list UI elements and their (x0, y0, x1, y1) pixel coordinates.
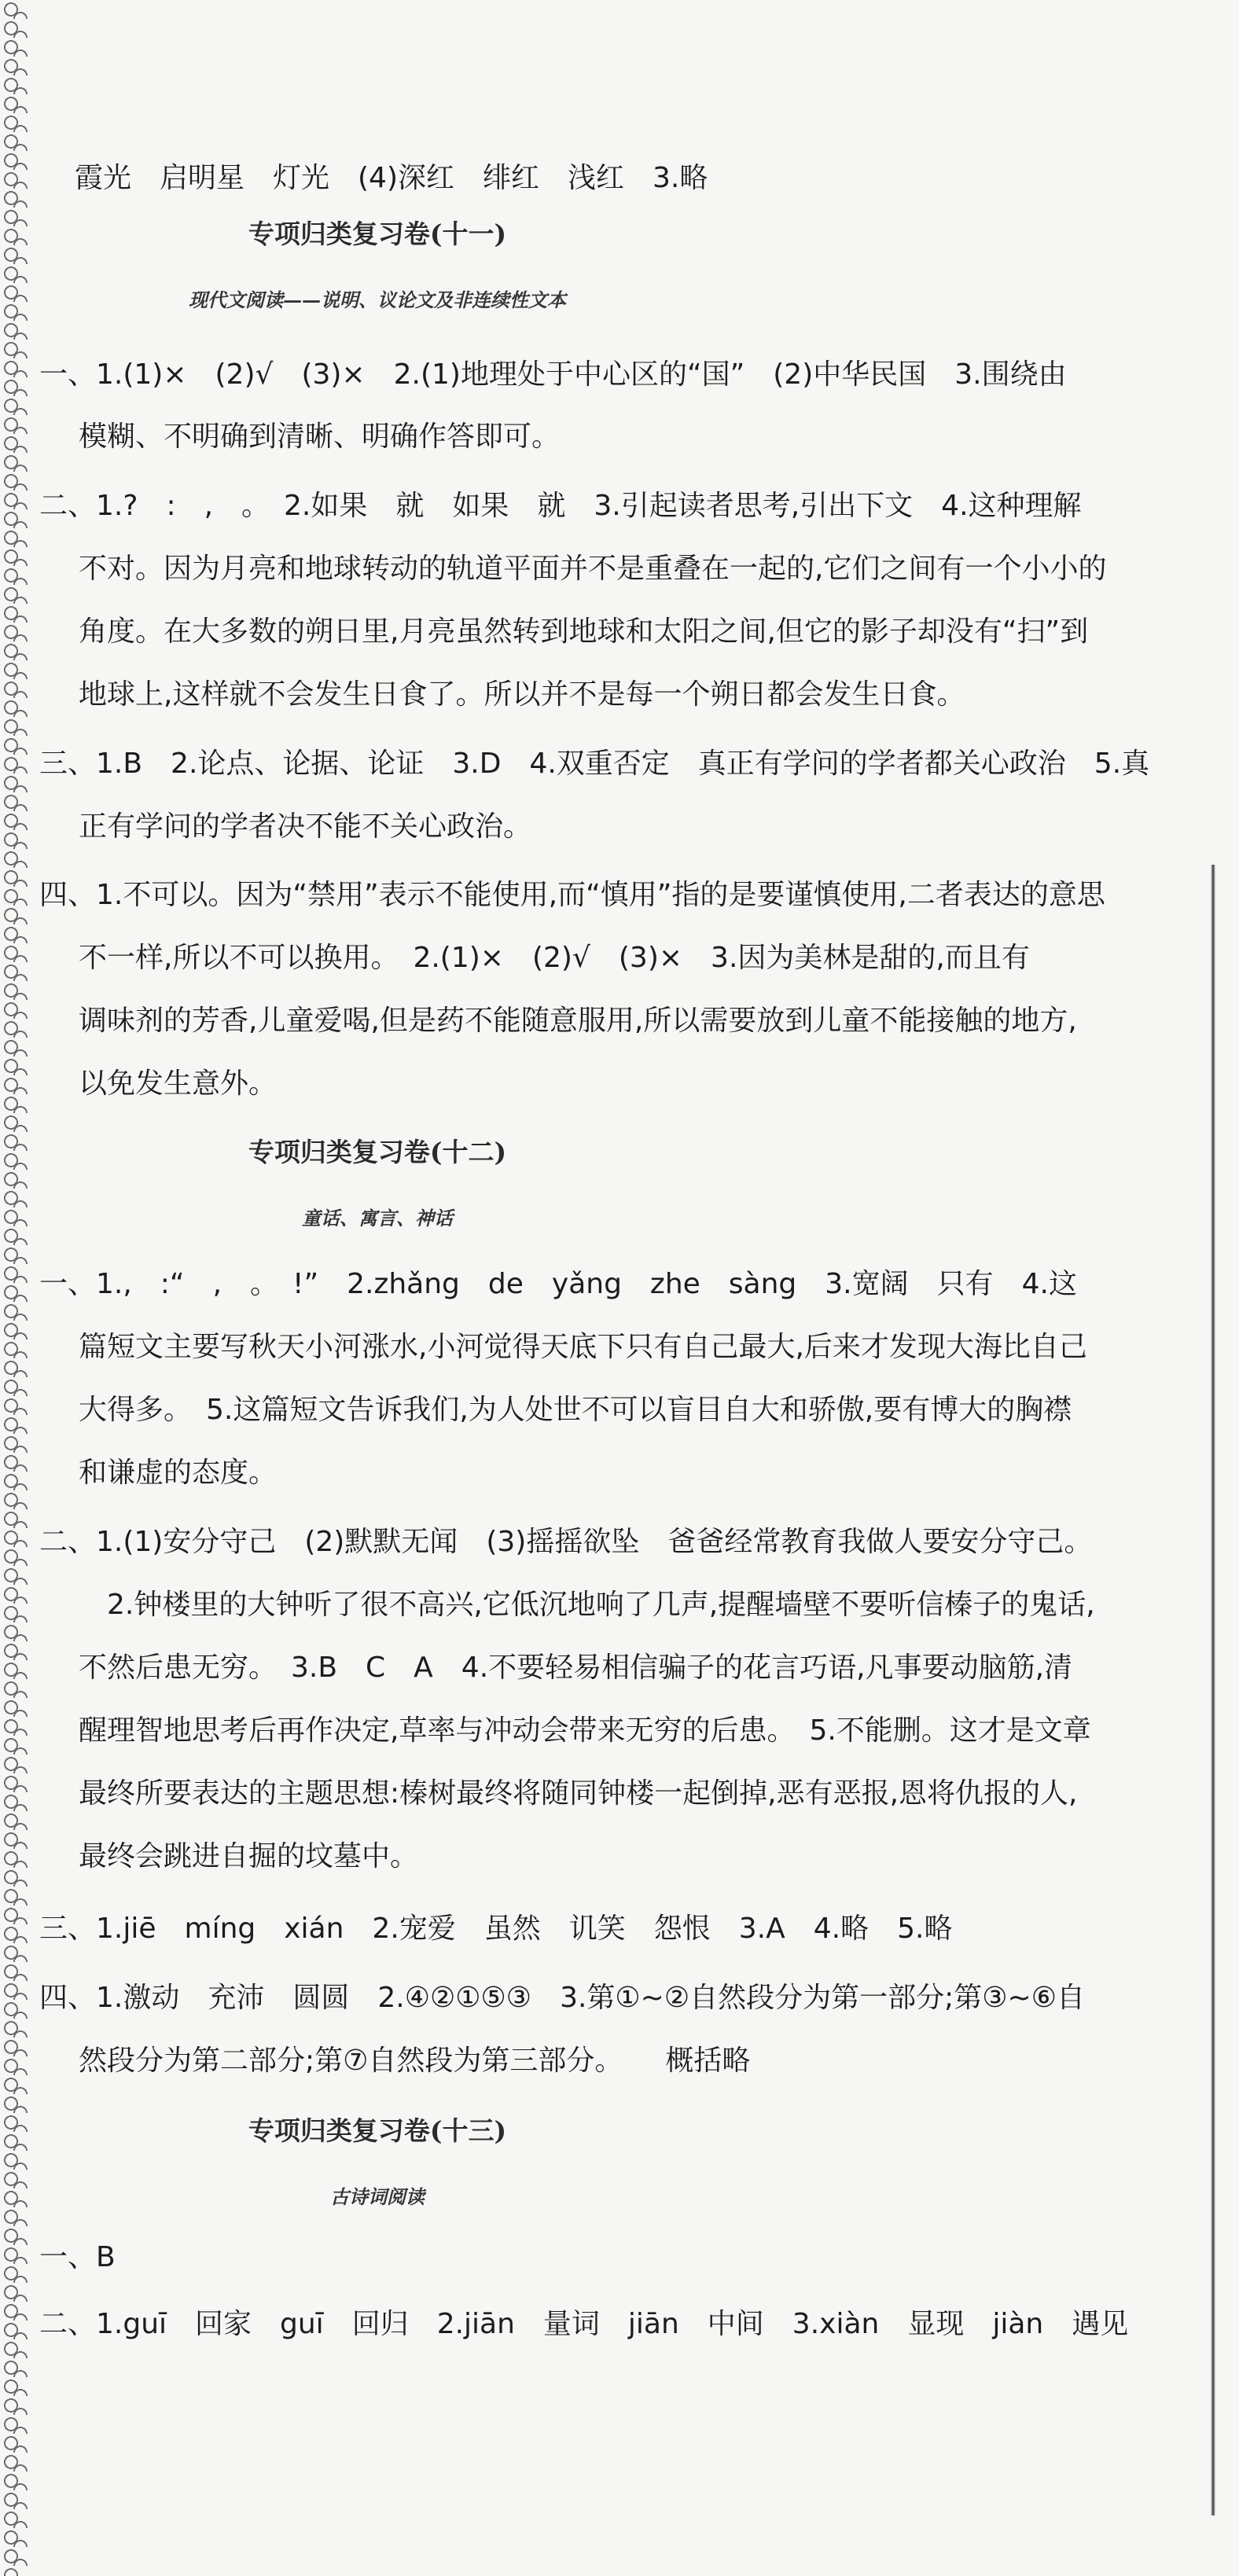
answer-line: 三、1.B 2.论点、论据、论证 3.D 4.双重否定 真正有学问的学者都关心政治 5.真 (39, 748, 1150, 780)
answer-line: 不然后患无穷。 3.B C A 4.不要轻易相信骗子的花言巧语,凡事要动脑筋,清 (79, 1652, 1073, 1684)
answer-line: 二、1.? : , 。 2.如果 就 如果 就 3.引起读者思考,引出下文 4.这种理解 (39, 490, 1082, 522)
section-title: 专项归类复习卷(十三) (248, 2115, 507, 2146)
answer-line: 四、1.不可以。因为“禁用”表示不能使用,而“慎用”指的是要谨慎使用,二者表达的意思 (39, 879, 1105, 911)
section-subtitle: 童话、寓言、神话 (302, 1207, 453, 1229)
answer-line: 地球上,这样就不会发生日食了。所以并不是每一个朔日都会发生日食。 (79, 678, 965, 711)
section-title: 专项归类复习卷(十二) (248, 1137, 507, 1167)
answer-line: 四、1.激动 充沛 圆圆 2.④②①⑤③ 3.第①~②自然段分为第一部分;第③~⑥自 (39, 1982, 1085, 2014)
answer-line: 以免发生意外。 (79, 1068, 278, 1100)
answer-line: 调味剂的芳香,儿童爱喝,但是药不能随意服用,所以需要放到儿童不能接触的地方, (79, 1005, 1077, 1037)
answer-line: 最终所要表达的主题思想:榛树最终将随同钟楼一起倒掉,恶有恶报,恩将仇报的人, (79, 1777, 1078, 1810)
section-title: 专项归类复习卷(十一) (248, 219, 507, 249)
answer-line: 二、1.(1)安分守己 (2)默默无闻 (3)摇摇欲坠 爸爸经常教育我做人要安分守己。 (39, 1526, 1093, 1558)
answer-line: 不对。因为月亮和地球转动的轨道平面并不是重叠在一起的,它们之间有一个小小的 (79, 553, 1107, 585)
answer-line: 2.钟楼里的大钟听了很不高兴,它低沉地响了几声,提醒墙壁不要听信榛子的鬼话, (79, 1589, 1095, 1621)
answer-line: 一、B (39, 2241, 116, 2273)
answer-line: 角度。在大多数的朔日里,月亮虽然转到地球和太阳之间,但它的影子却没有“扫”到 (79, 616, 1089, 648)
answer-line: 然段分为第二部分;第⑦自然段为第三部分。 概括略 (79, 2045, 751, 2077)
answer-line: 大得多。 5.这篇短文告诉我们,为人处世不可以盲目自大和骄傲,要有博大的胸襟 (79, 1394, 1072, 1426)
answer-line: 篇短文主要写秋天小河涨水,小河觉得天底下只有自己最大,后来才发现大海比自己 (79, 1331, 1087, 1363)
answer-line: 三、1.jiē míng xián 2.宠爱 虽然 讥笑 怨恨 3.A 4.略 5.略 (39, 1913, 953, 1945)
section-subtitle: 古诗词阅读 (330, 2185, 425, 2208)
answer-line: 模糊、不明确到清晰、明确作答即可。 (79, 421, 561, 453)
answer-line: 和谦虚的态度。 (79, 1457, 278, 1489)
binding-decoration (0, 0, 31, 2576)
answer-line: 正有学问的学者决不能不关心政治。 (79, 810, 532, 843)
header-line: 霞光 启明星 灯光 (4)深红 绯红 浅红 3.略 (75, 162, 708, 194)
answer-line: 醒理智地思考后再作决定,草率与冲动会带来无穷的后患。 5.不能删。这才是文章 (79, 1714, 1091, 1747)
answer-line: 最终会跳进自掘的坟墓中。 (79, 1840, 419, 1872)
answer-line: 不一样,所以不可以换用。 2.(1)× (2)√ (3)× 3.因为美林是甜的,而且有 (79, 942, 1030, 974)
answer-line: 一、1.(1)× (2)√ (3)× 2.(1)地理处于中心区的“国” (2)中华民国 3.围绕由 (39, 358, 1067, 391)
answer-line: 一、1., :“ , 。 !” 2.zhǎng de yǎng zhe sàng 3.宽阔 只有 4.这 (39, 1268, 1077, 1300)
answer-line: 二、1.guī 回家 guī 回归 2.jiān 量词 jiān 中间 3.xiàn 显现 jiàn 遇见 (39, 2308, 1129, 2340)
section-subtitle: 现代文阅读——说明、议论文及非连续性文本 (189, 288, 566, 311)
page-edge-shadow (1211, 865, 1215, 2515)
